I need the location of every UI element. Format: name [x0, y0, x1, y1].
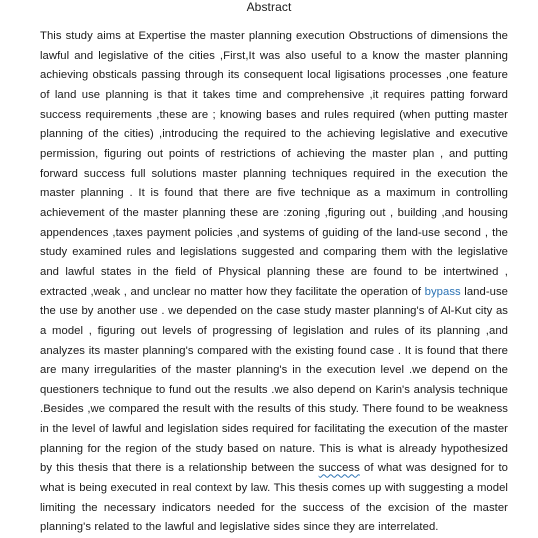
abstract-text-part-2: land-use the use by another use . we depended on the case study master planning's of Al-Kut city as a model , figuring out levels of progressing of legislation and rules of its planning ,and analyzes its master planning's compared with the existing found case . It is found that there are many irregularities of the master planning's in the execution level .we depend on the questioners technique to fund out the results .we also depend on Karin's analysis technique .Besides ,we compared the result with the results of this study. There found to be weakness in the level of lawful and legislation sides required for facilitating the execution of the master planning for the region of the study based on nature. This is what is already hypothesized by this thesis that there is a relationship between the — [40, 285, 508, 475]
bypass-link-word[interactable]: bypass — [424, 285, 461, 298]
abstract-paragraph — [40, 27, 508, 538]
abstract-text-part-3: of what was designed for to what is being executed in real context by law. This thesis comes up with suggesting a model limiting the necessary indicators needed for the success of the excision of the master planning's related to the lawful and legislative sides since they are interrelated. — [40, 462, 508, 534]
abstract-text-part-1: This study aims at Expertise the master planning execution Obstructions of dimensions the lawful and legislative of the cities ,First,It was also useful to a know the master planning achieving obsticals passing through its consequent local ligisations processes ,one feature of land use planning is that it takes time and comprehensive ,it requires patting forward success requirements ,these are ; knowing bases and rules required (when putting master planning of the cities) ,introducing the required to the achieving legislative and executive permission, figuring out points of restrictions of achieving the master plan , and putting forward success full solutions master planning techniques required in the execution the master planning . It is found that there are five technique as a maximum in controlling achievement of the master planning these are :zoning ,figuring out , building ,and housing appendences ,taxes payment policies ,and systems of guiding of the land-use second , the study examined rules and legislations suggested and comparing them with the legislative and lawful states in the field of Physical planning these are found to be intertwined , extracted ,weak , and unclear no matter how they facilitate the operation of — [40, 30, 508, 298]
spellcheck-flagged-word[interactable]: success — [318, 462, 360, 475]
abstract-heading: Abstract — [246, 0, 292, 14]
